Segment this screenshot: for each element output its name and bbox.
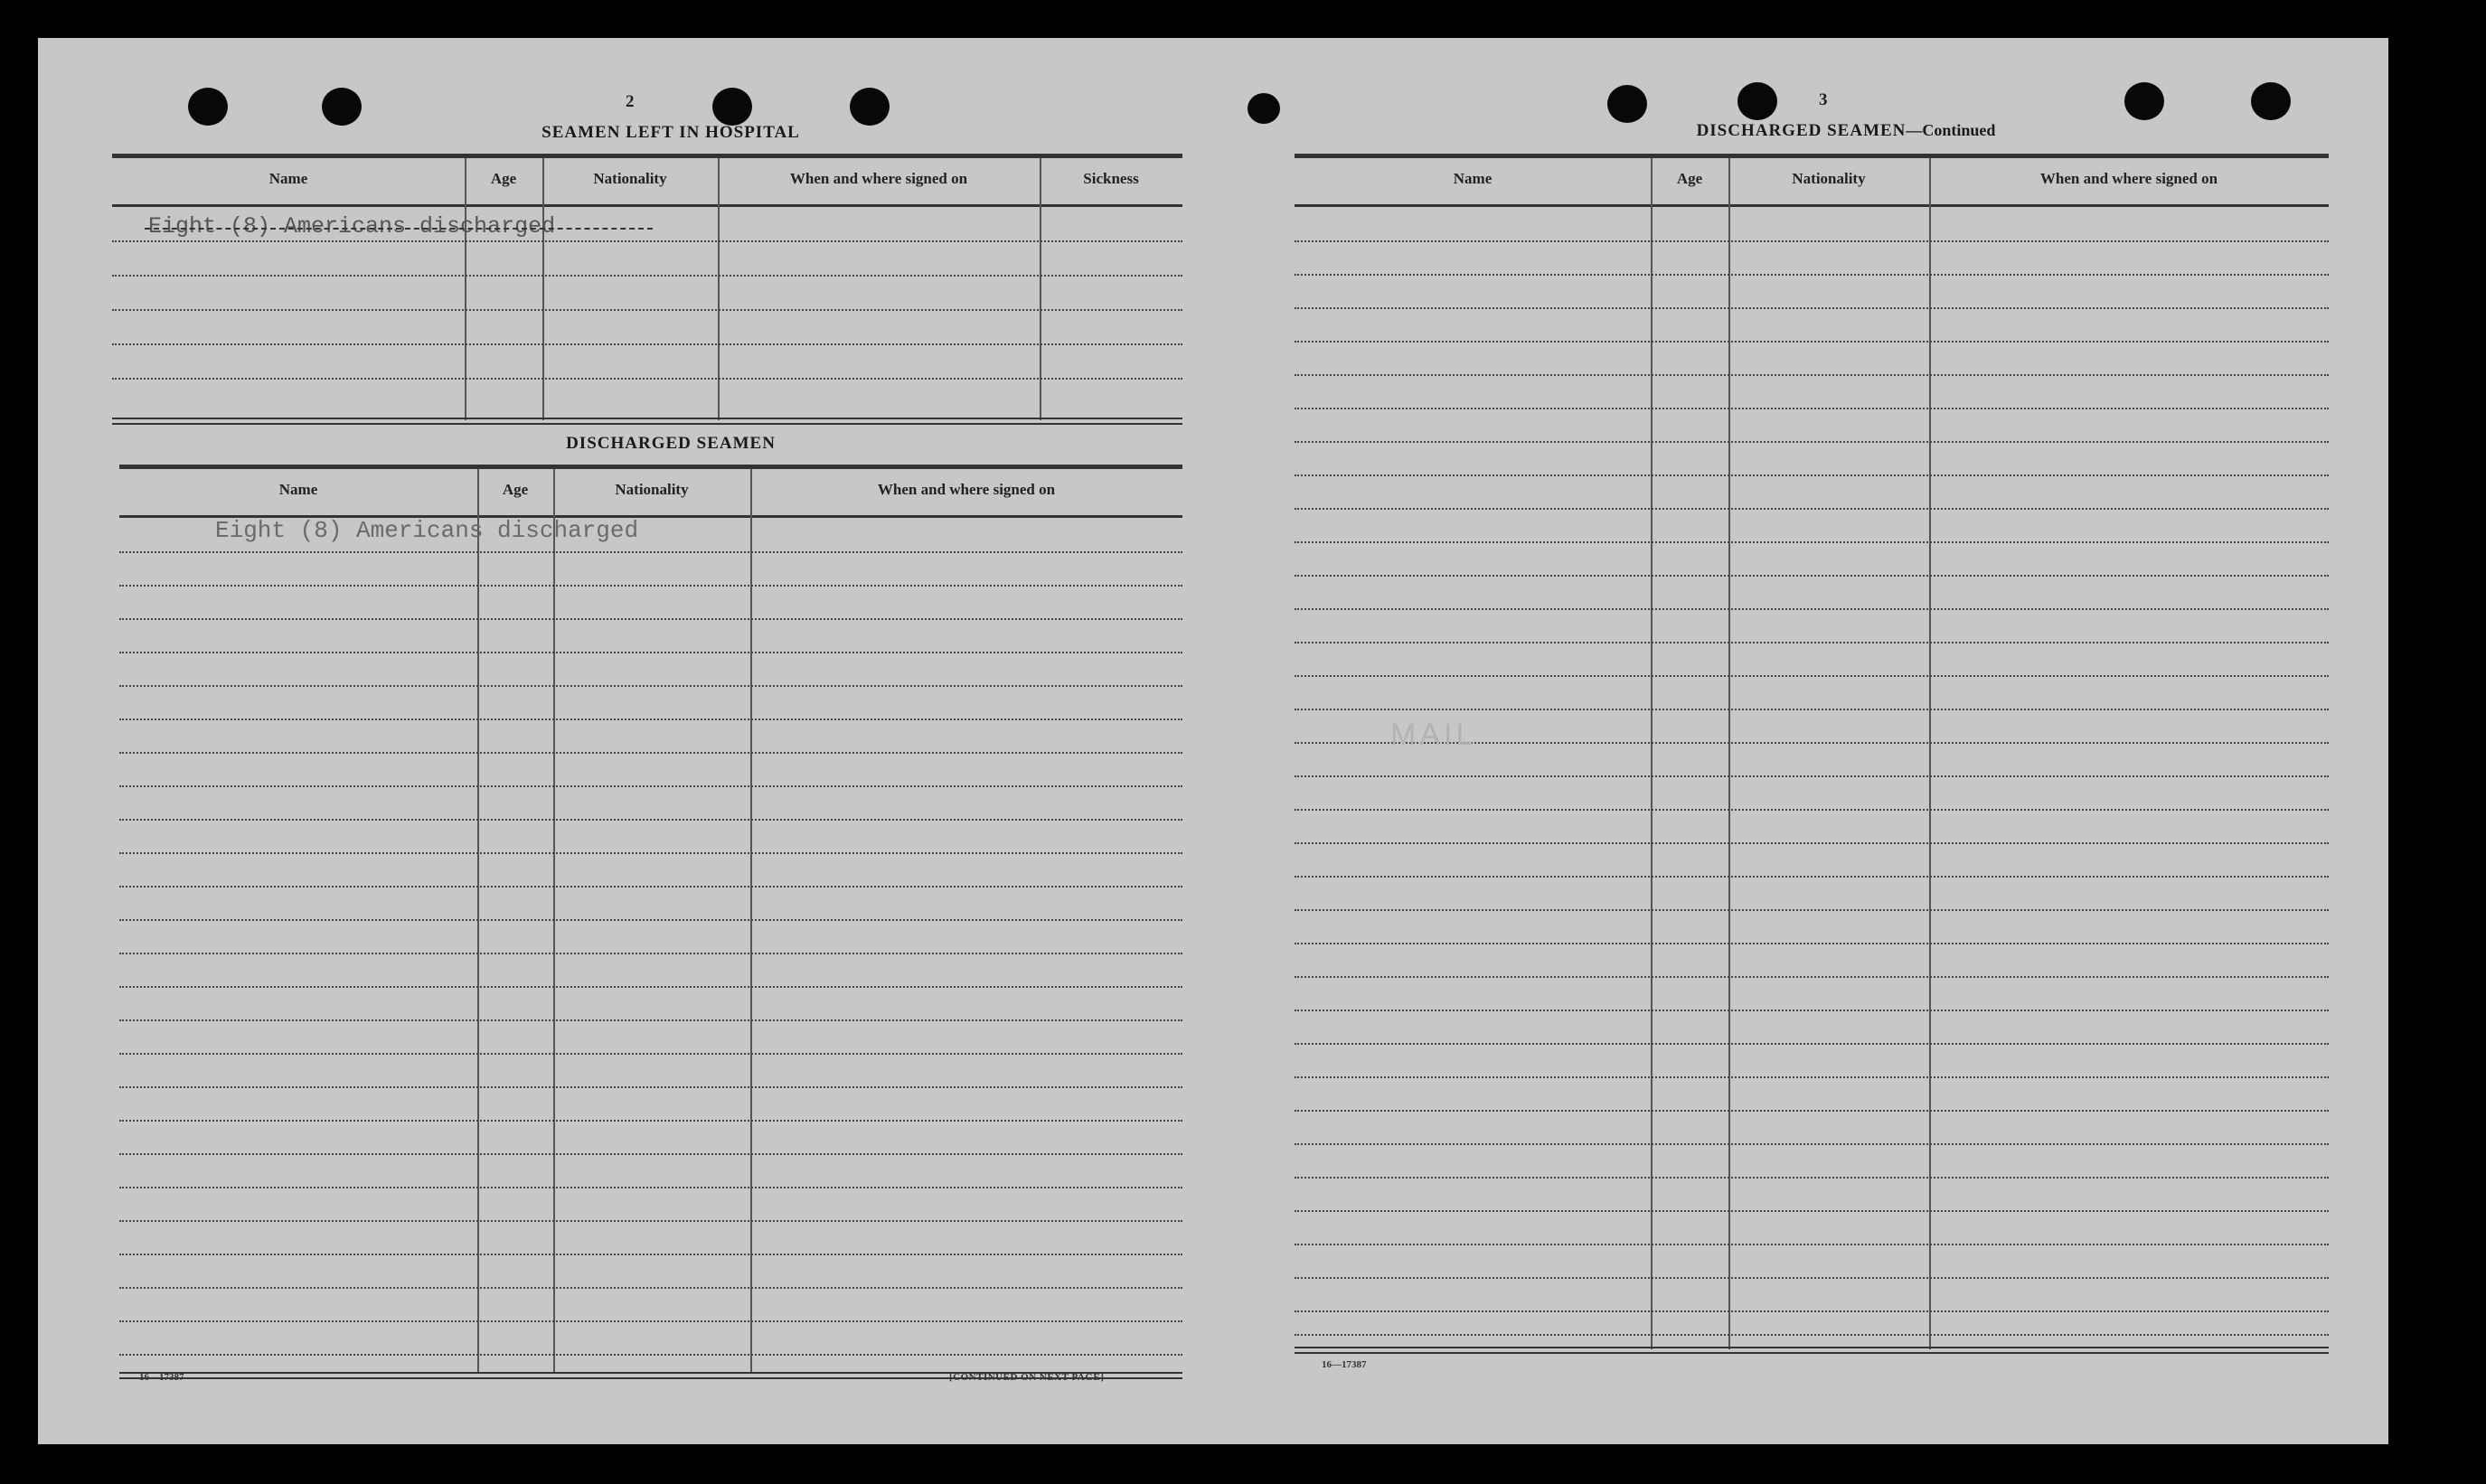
punch-hole: [1607, 85, 1647, 123]
discharged-section-title: DISCHARGED SEAMEN: [566, 434, 776, 453]
column-header-name: Name: [1453, 170, 1493, 187]
column-header-signed-on: When and where signed on: [2039, 170, 2218, 187]
continued-note: [CONTINUED ON NEXT PAGE]: [949, 1372, 1105, 1383]
discharged-entry: Eight (8) Americans discharged: [215, 517, 639, 544]
punch-hole: [188, 88, 228, 126]
faint-stamp: MAIL: [1390, 718, 1477, 752]
page-number-right: 3: [1819, 90, 1828, 109]
column-header-nationality: Nationality: [615, 481, 689, 498]
punch-hole: [1248, 93, 1280, 124]
punch-hole: [2251, 82, 2291, 120]
column-header-age: Age: [502, 481, 529, 498]
page-number-left: 2: [626, 92, 635, 111]
column-header-signed-on: When and where signed on: [877, 481, 1056, 498]
column-header-nationality: Nationality: [1792, 170, 1866, 187]
punch-hole: [322, 88, 362, 126]
discharged-table-right: [1295, 154, 2329, 1392]
form-number-left: 16—17387: [139, 1372, 184, 1383]
column-header-nationality: Nationality: [593, 170, 667, 187]
column-header-sickness: Sickness: [1083, 170, 1139, 187]
form-number-right: 16—17387: [1322, 1359, 1367, 1370]
punch-hole: [1737, 82, 1777, 120]
punch-hole: [712, 88, 752, 126]
continued-suffix: —Continued: [1906, 121, 1996, 139]
struck-entry: Eight (8) Americans discharged: [148, 213, 556, 240]
column-header-name: Name: [278, 481, 318, 498]
discharged-continued-title: [1575, 121, 2117, 141]
punch-hole: [850, 88, 890, 126]
column-header-signed-on: When and where signed on: [789, 170, 968, 187]
column-header-name: Name: [268, 170, 308, 187]
hospital-section-title: SEAMEN LEFT IN HOSPITAL: [541, 123, 800, 142]
discharged-table-left: [119, 465, 1182, 1415]
column-header-age: Age: [490, 170, 517, 187]
strike-through-line: [145, 228, 653, 230]
column-header-age: Age: [1676, 170, 1703, 187]
discharged-continued-title-text: DISCHARGED SEAMEN: [1696, 121, 1907, 140]
document-sheet: [38, 38, 2388, 1444]
punch-hole: [2124, 82, 2164, 120]
hospital-table: [112, 154, 1182, 454]
